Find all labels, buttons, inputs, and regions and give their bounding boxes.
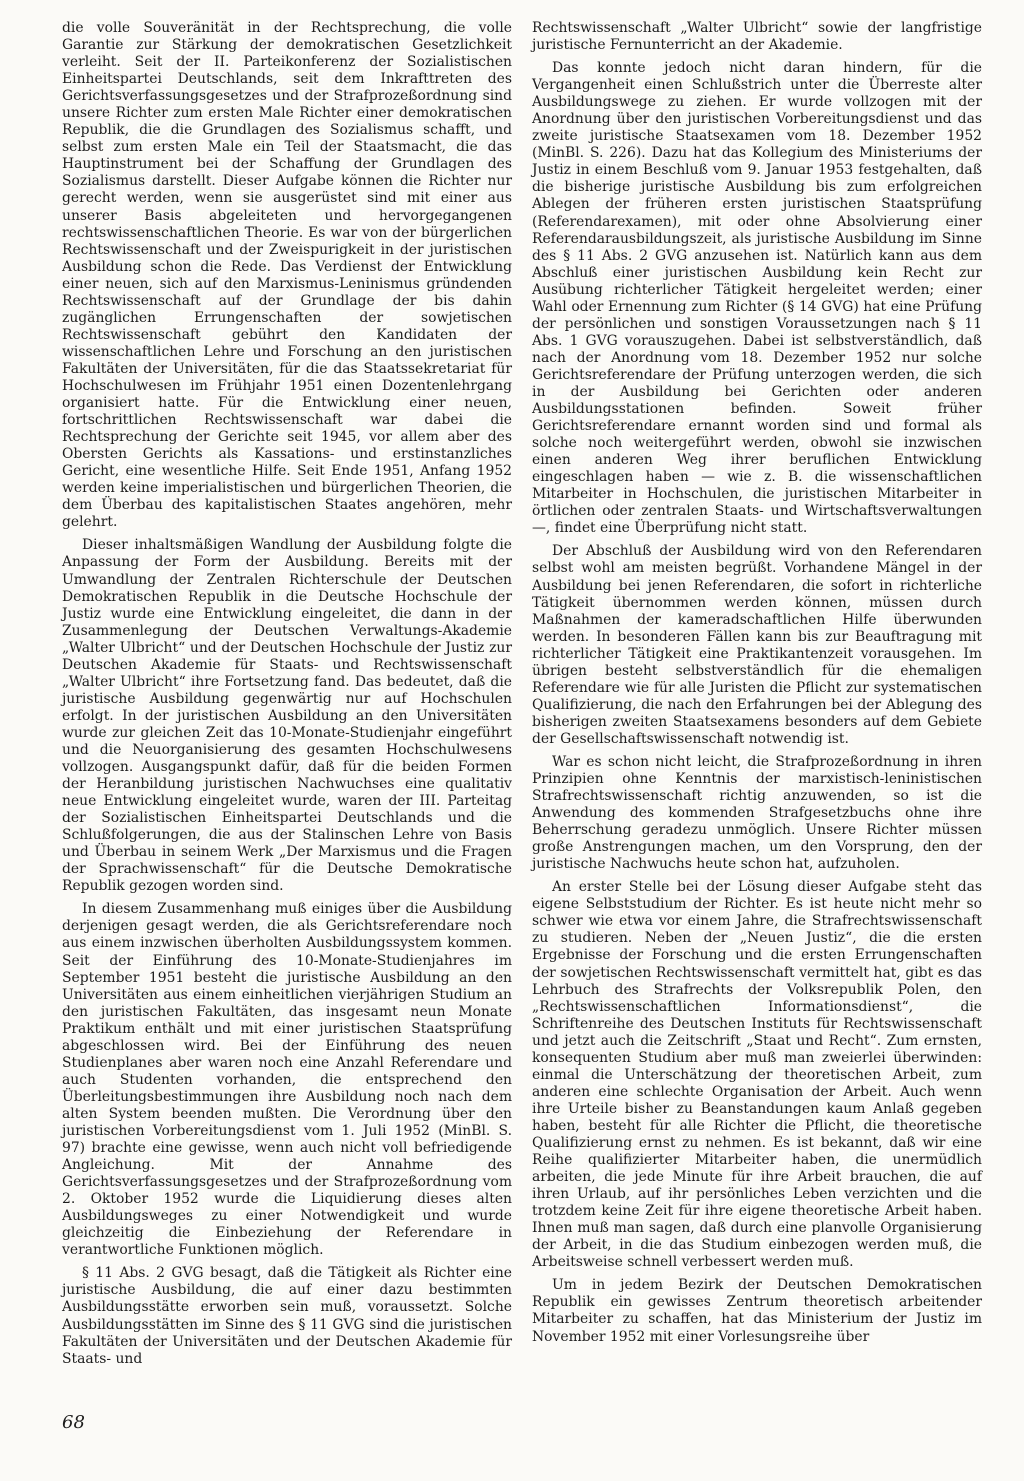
right-paragraph-6: Um in jedem Bezirk der Deutschen Demokratischen Republik ein gewisses Zentrum theoretisch arbeitender Mitarbeiter zu schaffen, hat das Ministerium der Justiz im November 1952 mit einer Vorlesungsreihe über — [532, 1277, 982, 1345]
left-paragraph-4: § 11 Abs. 2 GVG besagt, daß die Tätigkeit als Richter eine juristische Ausbildung, die auf einer dazu bestimmten Ausbildungsstätte erworben sein muß, voraussetzt. Solche Ausbildungsstätten im Sinne des § 11 GVG sind die juristischen Fakultäten der Universitäten und der Deutschen Akademie für Staats- und — [62, 1265, 512, 1367]
right-paragraph-4: War es schon nicht leicht, die Strafprozeßordnung in ihren Prinzipien ohne Kenntnis der marxistisch-leninistischen Strafrechtswissenschaft richtig anzuwenden, so ist die Anwendung des kommenden Strafgesetzbuchs ohne ihre Beherrschung geradezu unmöglich. Unsere Richter müssen große Anstrengungen machen, um den Vorsprung, den der juristische Nachwuchs heute schon hat, aufzuholen. — [532, 753, 982, 873]
left-paragraph-1: die volle Souveränität in der Rechtsprechung, die volle Garantie zur Stärkung der demokratischen Gesetzlichkeit verleiht. Seit der II. Parteikonferenz der Sozialistischen Einheitspartei Deutschlands, seit dem Inkrafttreten des Gerichtsverfassungsgesetzes und der Strafprozeßordnung sind unsere Richter zum ersten Male Richter einer demokratischen Republik, die die Grundlagen des Sozialismus schafft, und selbst zum ersten Male ein Teil der Staatsmacht, die das Hauptinstrument bei der Schaffung der Grundlagen des Sozialismus darstellt. Dieser Aufgabe können die Richter nur gerecht werden, wenn sie ausgerüstet sind mit einer aus unserer Basis abgeleiteten und hervorgegangenen rechtswissenschaftlichen Theorie. Es war von der bürgerlichen Rechtswissenschaft und der Zweispurigkeit in der juristischen Ausbildung schon die Rede. Das Verdienst der Entwicklung einer neuen, sich auf den Marxismus-Leninismus gründenden Rechtswissenschaft auf der Grundlage der bis dahin zugänglichen Errungenschaften der sowjetischen Rechtswissenschaft gebührt den Kandidaten der wissenschaftlichen Lehre und Forschung an den juristischen Fakultäten der Universitäten, für die das Staatssekretariat für Hochschulwesen im Frühjahr 1951 einen Dozentenlehrgang organisiert hatte. Für die Entwicklung einer neuen, fortschrittlichen Rechtswissenschaft war dabei die Rechtsprechung der Gerichte seit 1945, vor allem aber des Obersten Gerichts als Kassations- und erstinstanzliches Gericht, eine wesentliche Hilfe. Seit Ende 1951, Anfang 1952 werden keine imperialistischen und bürgerlichen Theorien, die dem Überbau des kapitalistischen Staates angehören, mehr gelehrt. — [62, 20, 512, 531]
right-paragraph-5: An erster Stelle bei der Lösung dieser Aufgabe steht das eigene Selbststudium der Richter. Es ist heute nicht mehr so schwer wie etwa vor einem Jahre, die Strafrechtswissenschaft zu studieren. Neben der „Neuen Justiz“, die die ersten Ergebnisse der Forschung und die ersten Errungenschaften der sowjetischen Rechtswissenschaft vermittelt hat, gibt es das Lehrbuch des Strafrechts der Volksrepublik Polen, den „Rechtswissenschaftlichen Informationsdienst“, die Schriftenreihe des Deutschen Instituts für Rechtswissenschaft und jetzt auch die Zeitschrift „Staat und Recht“. Zum ernsten, konsequenten Studium aber muß man zweierlei überwinden: einmal die Unterschätzung der theoretischen Arbeit, zum anderen eine schlechte Organisation der Arbeit. Auch wenn ihre Urteile bisher zu Beanstandungen kaum Anlaß gegeben haben, besteht für alle Richter die Pflicht, die theoretische Qualifizierung ernst zu nehmen. Es ist bekannt, daß wir eine Reihe qualifizierter Mitarbeiter haben, die unermüdlich arbeiten, die jede Minute für ihre Arbeit brauchen, die auf ihren Urlaub, auf ihr persönliches Leben verzichten und die trotzdem keine Zeit für ihre eigene theoretische Arbeit haben. Ihnen muß man sagen, daß durch eine planvolle Organisierung der Arbeit, in die das Studium einbezogen werden muß, die Arbeitsweise schnell verbessert werden muß. — [532, 879, 982, 1271]
left-paragraph-3: In diesem Zusammenhang muß einiges über die Ausbildung derjenigen gesagt werden, die als Gerichtsreferendare noch aus einem inzwischen überholten Ausbildungssystem kommen. Seit der Einführung des 10-Monate-Studienjahres im September 1951 besteht die juristische Ausbildung an den Universitäten aus einem einheitlichen vierjährigen Studium an den juristischen Fakultäten, das insgesamt neun Monate Praktikum enthält und mit einer juristischen Staatsprüfung abgeschlossen wird. Bei der Einführung des neuen Studienplanes aber waren noch eine Anzahl Referendare und auch Studenten vorhanden, die entsprechend den Überleitungsbestimmungen ihre Ausbildung noch nach dem alten System beenden mußten. Die Verordnung über den juristischen Vorbereitungsdienst vom 1. Juli 1952 (MinBl. S. 97) brachte eine gewisse, wenn auch nicht voll befriedigende Angleichung. Mit der Annahme des Gerichtsverfassungsgesetzes und der Strafprozeßordnung vom 2. Oktober 1952 wurde die Liquidierung dieses alten Ausbildungsweges zu einer Notwendigkeit und wurde gleichzeitig die Einbeziehung der Referendare in verantwortliche Funktionen möglich. — [62, 901, 512, 1259]
right-paragraph-2: Das konnte jedoch nicht daran hindern, für die Vergangenheit einen Schlußstrich unter die Überreste alter Ausbildungswege zu ziehen. Er wurde vollzogen mit der Anordnung über den juristischen Vorbereitungsdienst und das zweite juristische Staatsexamen vom 18. Dezember 1952 (MinBl. S. 226). Dazu hat das Kollegium des Ministeriums der Justiz in einem Beschluß vom 9. Januar 1953 festgehalten, daß die bisherige juristische Ausbildung bis zum erfolgreichen Ablegen der früheren ersten juristischen Staatsprüfung (Referendarexamen), mit oder ohne Absolvierung einer Referendarausbildungszeit, als juristische Ausbildung im Sinne des § 11 Abs. 2 GVG anzusehen ist. Natürlich kann aus dem Abschluß einer juristischen Ausbildung kein Recht zur Ausübung richterlicher Tätigkeit hergeleitet werden; einer Wahl oder Ernennung zum Richter (§ 14 GVG) hat eine Prüfung der persönlichen und sonstigen Voraussetzungen nach § 11 Abs. 1 GVG vorauszugehen. Dabei ist selbstverständlich, daß nach der Anordnung vom 18. Dezember 1952 nur solche Gerichtsreferendare der Prüfung unterzogen werden, die sich in der Ausbildung bei Gerichten oder anderen Ausbildungsstationen befinden. Soweit früher Gerichtsreferendare ernannt worden sind und formal als solche noch weitergeführt werden, obwohl sie inzwischen einen anderen Weg ihrer beruflichen Entwicklung eingeschlagen haben — wie z. B. die wissenschaftlichen Mitarbeiter in Hochschulen, die juristischen Mitarbeiter in örtlichen oder zentralen Staats- und Wirtschaftsverwaltungen —, findet eine Überprüfung nicht statt. — [532, 60, 982, 537]
right-paragraph-3: Der Abschluß der Ausbildung wird von den Referendaren selbst wohl am meisten begrüßt. Vorhandene Mängel in der Ausbildung bei jenen Referendaren, die sofort in richterliche Tätigkeit übernommen werden können, müssen durch Maßnahmen der kameradschaftlichen Hilfe überwunden werden. In besonderen Fällen kann bis zur Beauftragung mit richterlicher Tätigkeit eine Praktikantenzeit vorausgehen. Im übrigen besteht selbstverständlich für die ehemaligen Referendare wie für alle Juristen die Pflicht zur systematischen Qualifizierung, die nach den Erfahrungen bei der Ablegung des bisherigen zweiten Staatsexamens besonders auf dem Gebiete der Gesellschaftswissenschaft notwendig ist. — [532, 543, 982, 747]
left-column — [62, 20, 512, 1374]
left-paragraph-2: Dieser inhaltsmäßigen Wandlung der Ausbildung folgte die Anpassung der Form der Ausbildung. Bereits mit der Umwandlung der Zentralen Richterschule der Deutschen Demokratischen Republik in die Deutsche Hochschule der Justiz wurde eine Entwicklung eingeleitet, die dann in der Zusammenlegung der Deutschen Verwaltungs-Akademie „Walter Ulbricht“ und der Deutschen Hochschule der Justiz zur Deutschen Akademie für Staats- und Rechtswissenschaft „Walter Ulbricht“ ihre Fortsetzung fand. Das bedeutet, daß die juristische Ausbildung gegenwärtig nur auf Hochschulen erfolgt. In der juristischen Ausbildung an den Universitäten wurde zur gleichen Zeit das 10-Monate-Studienjahr eingeführt und die Neuorganisierung des gesamten Hochschulwesens vollzogen. Ausgangspunkt dafür, daß für die beiden Formen der Heranbildung juristischen Nachwuchses eine qualitativ neue Entwicklung eingeleitet wurde, waren der III. Parteitag der Sozialistischen Einheitspartei Deutschlands und die Schlußfolgerungen, die aus der Stalinschen Lehre von Basis und Überbau in seinem Werk „Der Marxismus und die Fragen der Sprachwissenschaft“ für die Deutsche Demokratische Republik gezogen worden sind. — [62, 537, 512, 895]
right-paragraph-1: Rechtswissenschaft „Walter Ulbricht“ sowie der langfristige juristische Fernunterricht an der Akademie. — [532, 20, 982, 54]
right-column — [532, 20, 982, 1352]
page-number: 68 — [62, 1412, 85, 1433]
